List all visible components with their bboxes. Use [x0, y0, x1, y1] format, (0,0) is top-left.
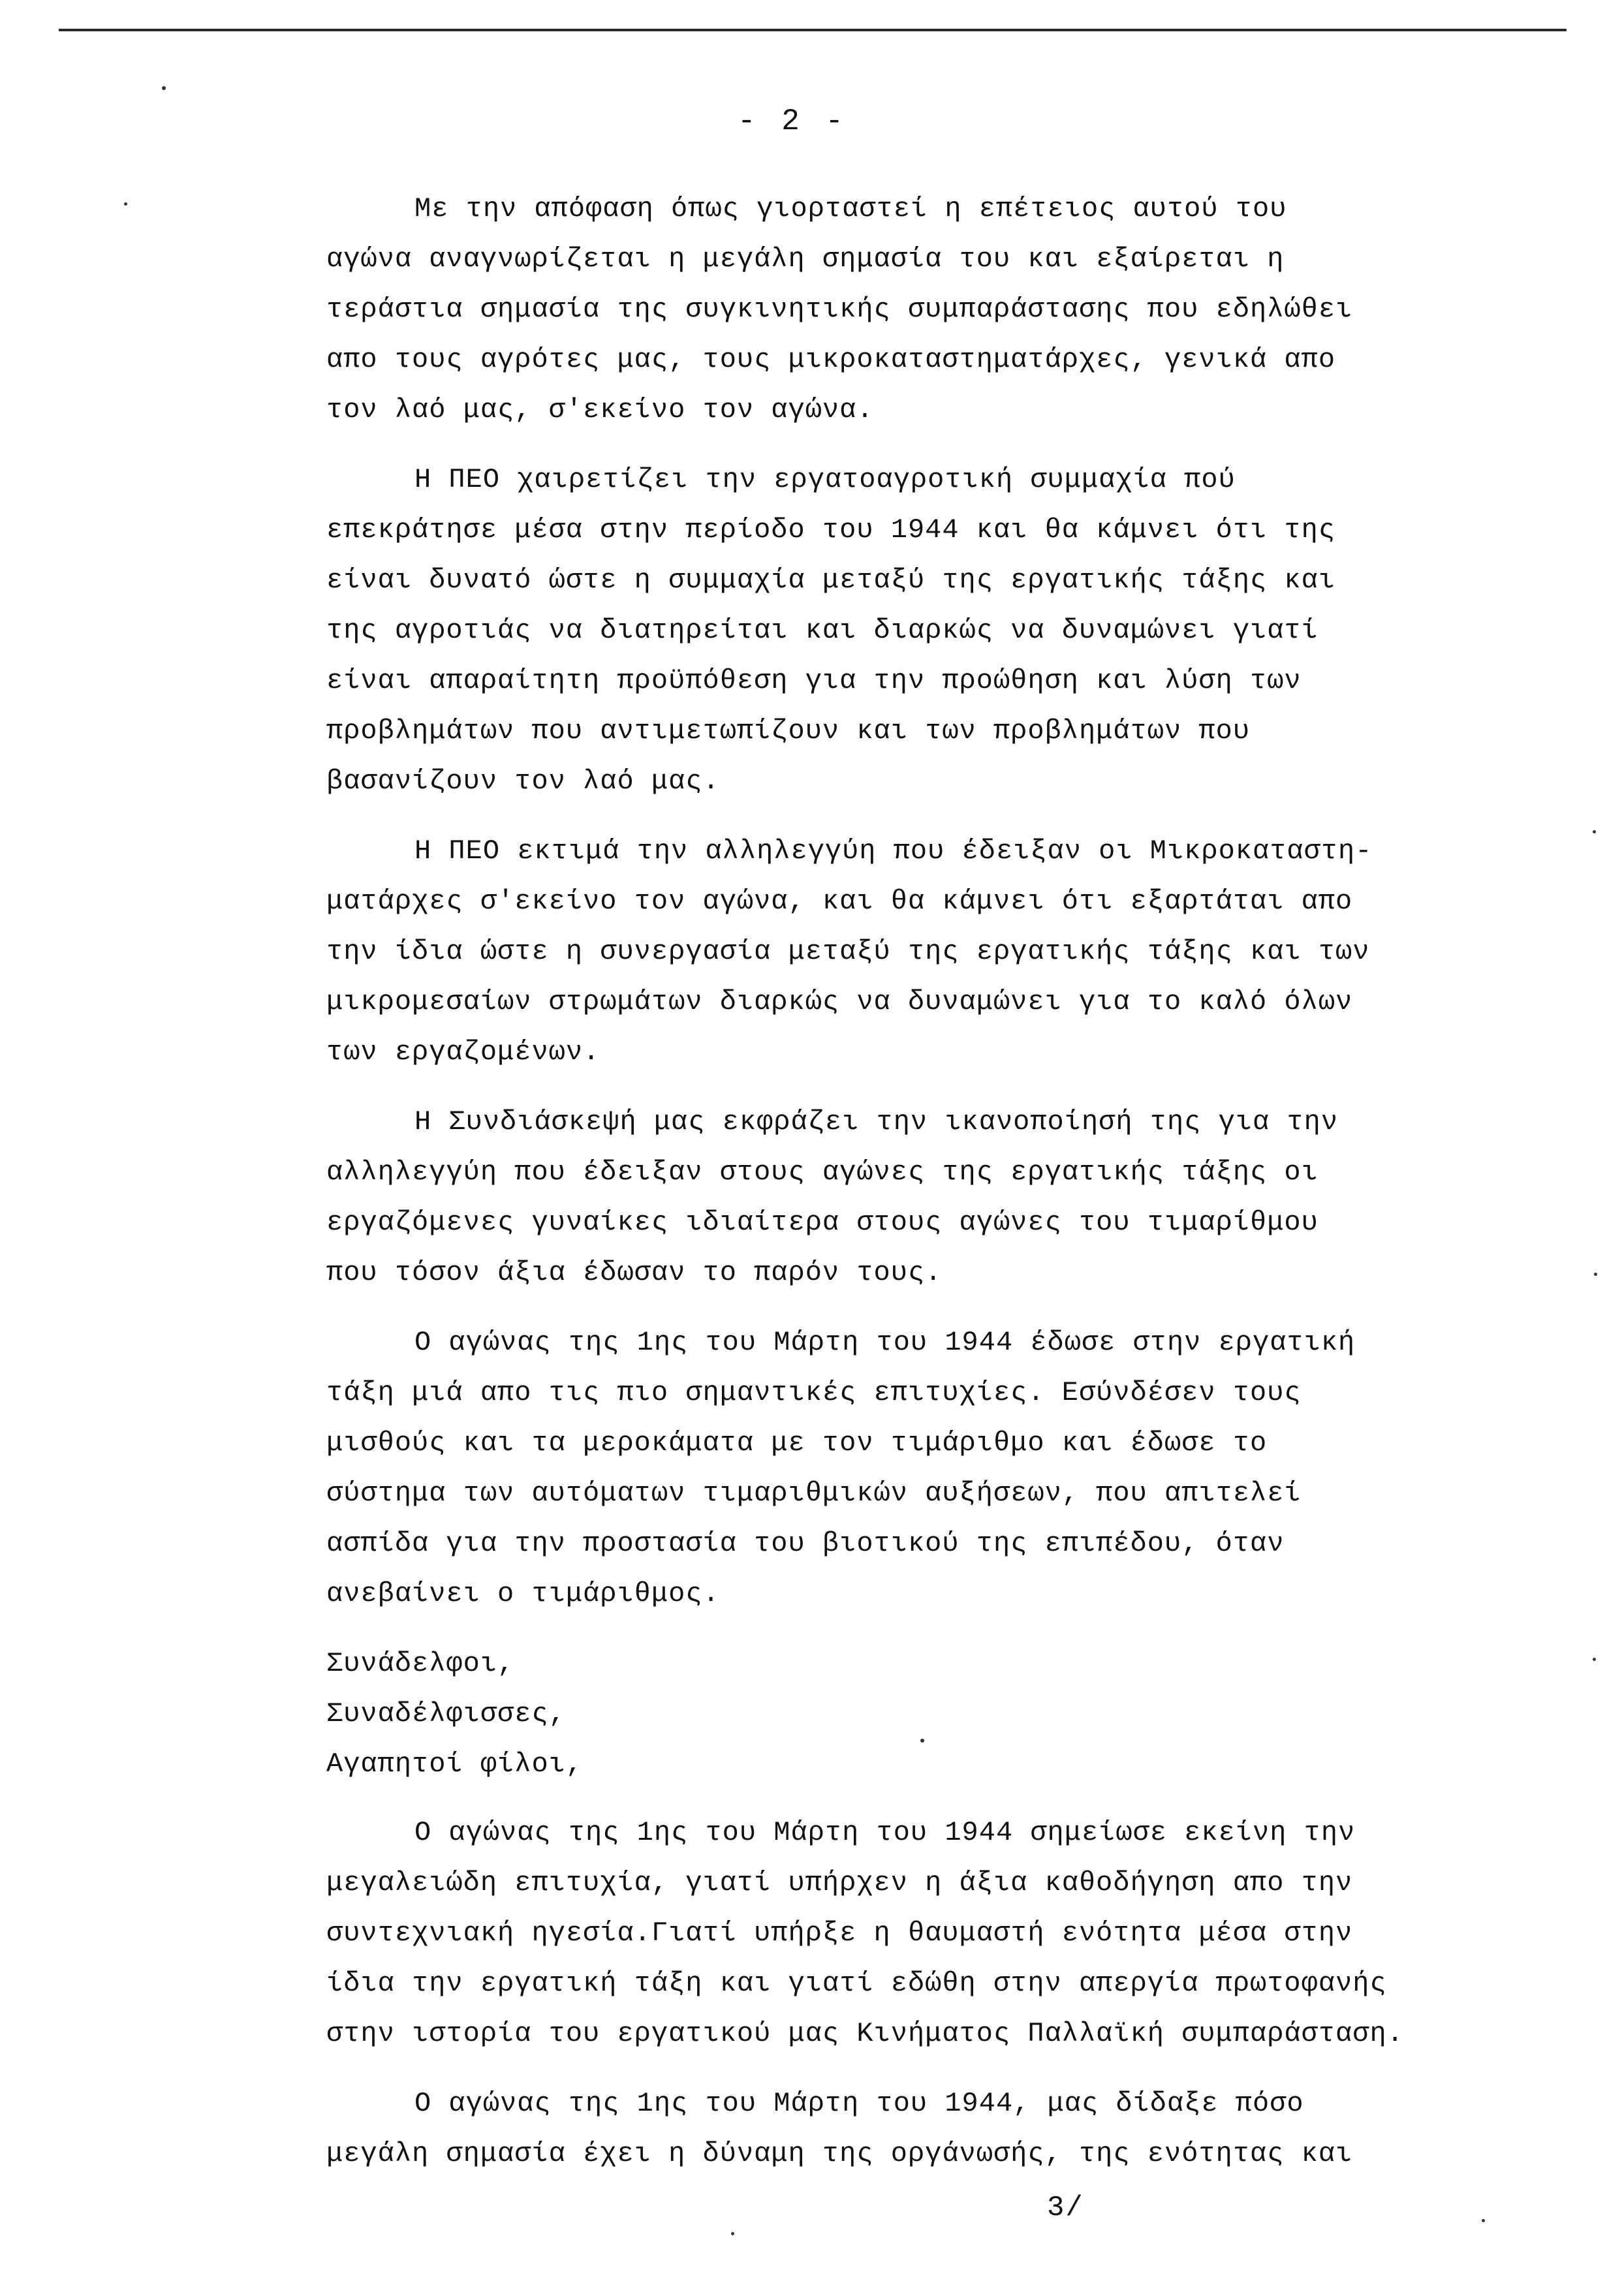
scan-speck	[162, 86, 166, 90]
paragraph-6	[326, 1808, 1553, 2059]
text-line: τον λαό μας, σ'εκείνο τον αγώνα.	[326, 394, 874, 426]
text-line: των εργαζομένων.	[326, 1036, 601, 1068]
text-line: Η Συνδιάσκεψή μας εκφράζει την ικανοποίησή της για την	[414, 1106, 1339, 1138]
text-line: Η ΠΕΟ χαιρετίζει την εργατοαγροτική συμμαχία πού	[414, 464, 1236, 495]
text-line: Ο αγώνας της 1ης του Μάρτη του 1944 έδωσε στην εργατική	[414, 1327, 1356, 1358]
scan-speck	[1594, 1273, 1597, 1276]
salutation-line: Συνάδελφοι,	[326, 1648, 515, 1679]
paragraph-3	[326, 826, 1553, 1078]
text-line: σύστημα των αυτόματων τιμαριθμικών αυξήσεων, που απιτελεί	[326, 1478, 1302, 1509]
text-line: προβλημάτων που αντιμετωπίζουν και των προβλημάτων που	[326, 715, 1251, 747]
text-line: τάξη μιά απο τις πιο σημαντικές επιτυχίες. Εσύνδέσεν τους	[326, 1377, 1302, 1408]
text-line: μεγάλη σημασία έχει η δύναμη της οργάνωσής, της ενότητας και	[326, 2138, 1353, 2169]
text-line: επεκράτησε μέσα στην περίοδο του 1944 και θα κάμνει ότι της	[326, 514, 1336, 546]
page-number: - 2 -	[738, 104, 848, 138]
text-line: απο τους αγρότες μας, τους μικροκαταστηματάρχες, γενικά απο	[326, 344, 1336, 375]
paragraph-1	[326, 184, 1553, 435]
text-line: είναι απαραίτητη προϋπόθεση για την προώθηση και λύση των	[326, 665, 1302, 696]
scan-speck	[920, 1739, 924, 1743]
salutation	[326, 1639, 1553, 1790]
top-rule	[59, 29, 1567, 31]
text-line: Ο αγώνας της 1ης του Μάρτη του 1944 σημείωσε εκείνη την	[414, 1817, 1356, 1848]
paragraph-5	[326, 1318, 1553, 1619]
text-line: ματάρχες σ'εκείνο τον αγώνα, και θα κάμνει ότι εξαρτάται απο	[326, 886, 1353, 917]
salutation-line: Συναδέλφισσες,	[326, 1698, 566, 1730]
scan-speck	[731, 2232, 734, 2235]
text-line: Η ΠΕΟ εκτιμά την αλληλεγγύη που έδειξαν οι Μικροκαταστη-	[414, 835, 1373, 867]
document-body	[326, 184, 1553, 2199]
text-line: μικρομεσαίων στρωμάτων διαρκώς να δυναμώνει για το καλό όλων	[326, 986, 1353, 1017]
paragraph-7	[326, 2079, 1553, 2179]
text-line: ίδια την εργατική τάξη και γιατί εδώθη στην απεργία πρωτοφανής	[326, 1968, 1387, 1999]
text-line: τεράστια σημασία της συγκινητικής συμπαράστασης που εδηλώθει	[326, 294, 1353, 325]
text-line: βασανίζουν τον λαό μας.	[326, 766, 720, 797]
text-line: είναι δυνατό ώστε η συμμαχία μεταξύ της εργατικής τάξης και	[326, 565, 1336, 596]
salutation-line: Αγαπητοί φίλοι,	[326, 1748, 584, 1780]
text-line: αγώνα αναγνωρίζεται η μεγάλη σημασία του και εξαίρεται η	[326, 243, 1285, 275]
text-line: ασπίδα για την προστασία του βιοτικού της επιπέδου, όταν	[326, 1528, 1285, 1559]
text-line: Ο αγώνας της 1ης του Μάρτη του 1944, μας δίδαξε πόσο	[414, 2088, 1304, 2119]
text-line: αλληλεγγύη που έδειξαν στους αγώνες της εργατικής τάξης οι	[326, 1156, 1318, 1188]
text-line: στην ιστορία του εργατικού μας Κινήματος Παλλαϊκή συμπαράσταση.	[326, 2018, 1404, 2049]
paragraph-2	[326, 455, 1553, 807]
text-line: που τόσον άξια έδωσαν το παρόν τους.	[326, 1257, 943, 1288]
scan-speck	[124, 202, 127, 206]
text-line: μεγαλειώδη επιτυχία, γιατί υπήρχεν η άξια καθοδήγηση απο την	[326, 1867, 1353, 1899]
text-line: ανεβαίνει ο τιμάριθμος.	[326, 1578, 720, 1609]
text-line: μισθούς και τα μεροκάματα με τον τιμάριθμο και έδωσε το	[326, 1427, 1268, 1459]
scan-speck	[1593, 1658, 1596, 1661]
continuation-marker: 3/	[1047, 2192, 1084, 2224]
text-line: της αγροτιάς να διατηρείται και διαρκώς να δυναμώνει γιατί	[326, 615, 1318, 646]
paragraph-4	[326, 1097, 1553, 1298]
text-line: εργαζόμενες γυναίκες ιδιαίτερα στους αγώνες του τιμαρίθμου	[326, 1207, 1318, 1238]
scan-speck	[1482, 2219, 1485, 2222]
scan-speck	[1593, 830, 1596, 833]
text-line: συντεχνιακή ηγεσία.Γιατί υπήρξε η θαυμαστή ενότητα μέσα στην	[326, 1917, 1353, 1949]
text-line: Με την απόφαση όπως γιορταστεί η επέτειος αυτού του	[414, 193, 1287, 225]
text-line: την ίδια ώστε η συνεργασία μεταξύ της εργατικής τάξης και των	[326, 936, 1370, 967]
